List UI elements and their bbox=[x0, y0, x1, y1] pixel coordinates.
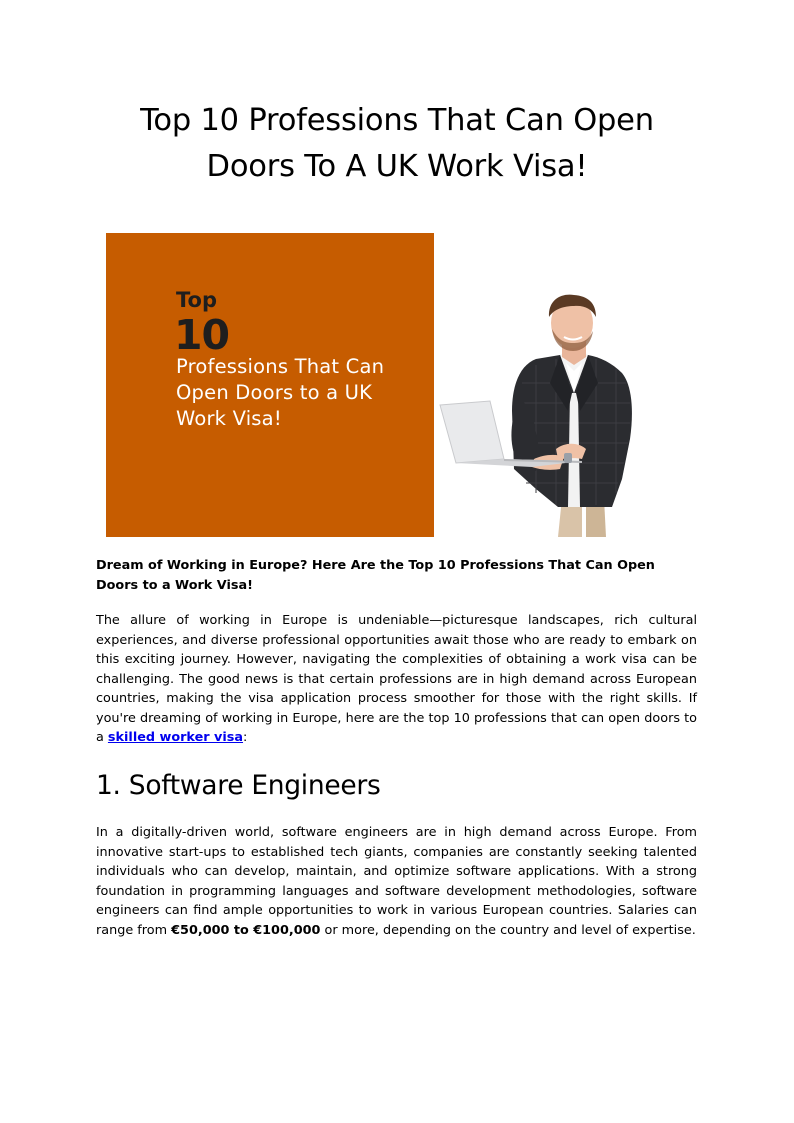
intro-text: The allure of working in Europe is undeniable—picturesque landscapes, rich cultural experiences, and diverse professional opportunities await those who are ready to embark on this exciting journey. However, navigating the complexities of obtaining a work visa can be challenging. The good news is that certain professions are in high demand across European countries, making the visa application process smoother for those with the right skills. If you're dreaming of working in Europe, here are the top 10 professions that can open doors to a bbox=[96, 613, 697, 745]
skilled-worker-visa-link[interactable]: skilled worker visa bbox=[107, 730, 244, 745]
page-title bbox=[60, 98, 734, 190]
hero-top-label: Top bbox=[176, 288, 217, 312]
hero-number: 10 bbox=[174, 311, 230, 359]
hero-banner bbox=[106, 233, 687, 537]
hero-subtitle-line-3: Work Visa! bbox=[176, 407, 282, 430]
lead-paragraph: Dream of Working in Europe? Here Are the Top 10 Professions That Can Open Doors to a Work Visa! bbox=[96, 558, 655, 593]
section-heading-software-engineers: 1. Software Engineers bbox=[96, 770, 381, 801]
hero-subtitle-line-1: Professions That Can bbox=[176, 355, 385, 378]
intro-paragraph bbox=[96, 611, 697, 748]
section-text-after: or more, depending on the country and level of expertise. bbox=[320, 922, 696, 938]
title-line-1: Top 10 Professions That Can Open bbox=[140, 103, 654, 138]
businessman-with-laptop-illustration bbox=[436, 293, 687, 537]
hero-orange-panel bbox=[106, 233, 434, 537]
hero-subtitle bbox=[176, 354, 428, 432]
intro-tail: : bbox=[243, 730, 248, 745]
section-text-before: In a digitally-driven world, software engineers are in high demand across Europe. From innovative start-ups to established tech giants, companies are constantly seeking talented individuals who can develop, maintain, and optimize software applications. With a strong foundation in programming languages and software development methodologies, software engineers can find ample opportunities to work in various European countries. Salaries can range from bbox=[96, 825, 697, 938]
software-engineers-paragraph bbox=[96, 823, 697, 940]
title-line-2: Doors To A UK Work Visa! bbox=[206, 149, 588, 184]
hero-subtitle-line-2: Open Doors to a UK bbox=[176, 381, 373, 404]
salary-range: €50,000 to €100,000 bbox=[171, 922, 321, 938]
